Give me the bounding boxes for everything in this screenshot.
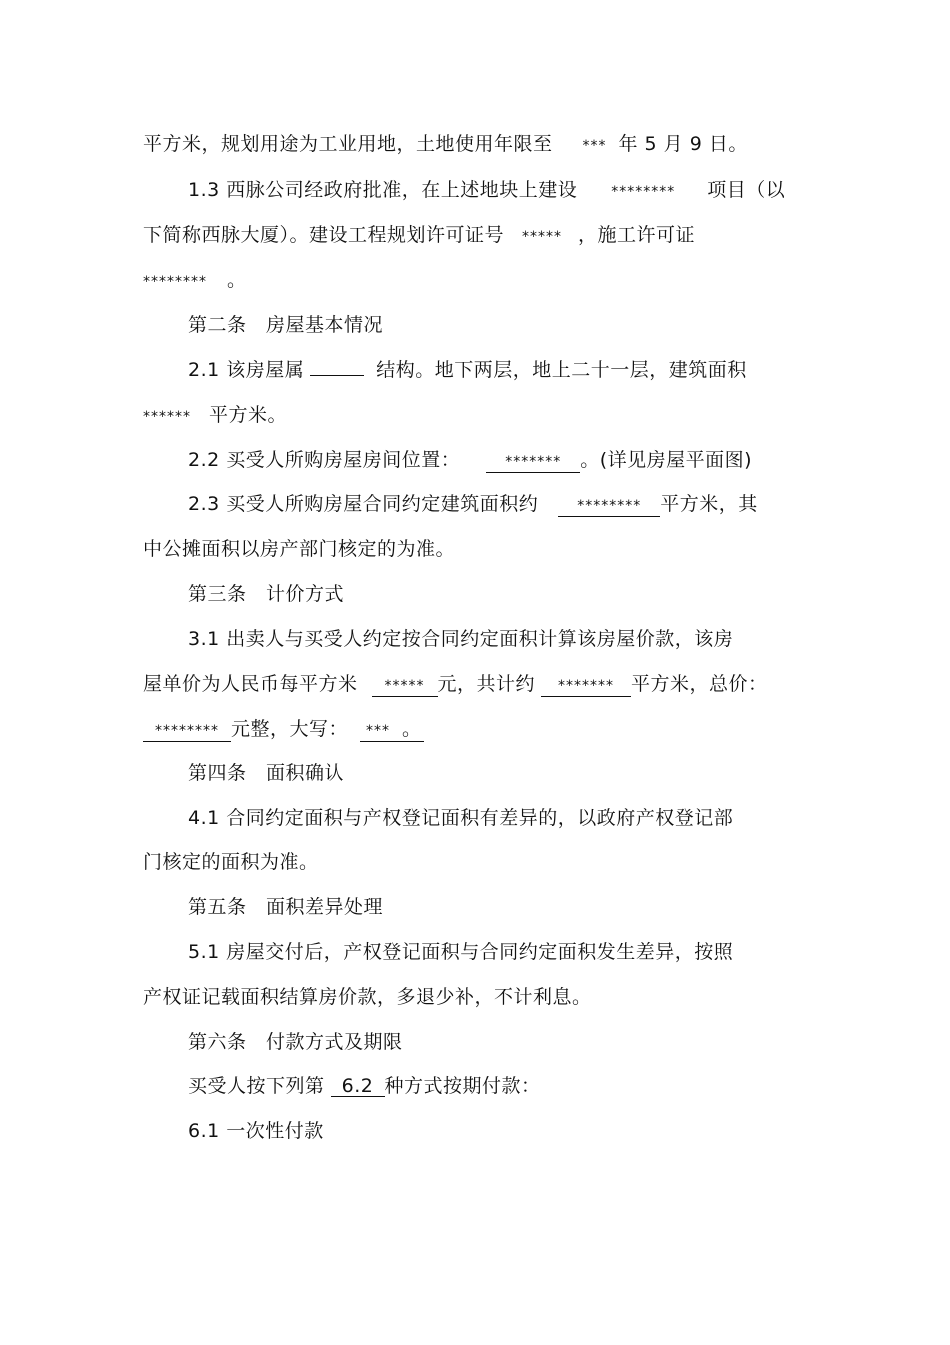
text: 。: [402, 718, 422, 740]
text-line-13: [143, 672, 768, 697]
text-line-10: [143, 537, 455, 561]
underlined-value: *******: [486, 452, 580, 473]
text-line-7: [143, 403, 287, 429]
text-line-16: [188, 806, 733, 830]
payment-option-value: 6.2: [331, 1076, 385, 1097]
text-line-12: [188, 627, 733, 651]
article-2-heading: [188, 313, 383, 337]
text: 元，共计约: [437, 673, 536, 695]
text: 2.2 买受人所购房屋房间位置：: [188, 449, 461, 471]
text: 3.1 出卖人与买受人约定按合同约定面积计算该房屋价款，该房: [188, 628, 734, 650]
text-line-9: [188, 492, 758, 517]
text: 平方米，规划用途为工业用地，土地使用年限至: [143, 133, 553, 155]
text-line-23: [188, 1119, 324, 1143]
text: 。: [227, 269, 247, 291]
text: 屋单价为人民币每平方米: [143, 673, 358, 695]
masked-value: ***: [366, 723, 391, 739]
text: 6.1 一次性付款: [188, 1120, 324, 1142]
text: 2.3 买受人所购房屋合同约定建筑面积约: [188, 493, 539, 515]
text: 下简称西脉大厦）。建设工程规划许可证号: [143, 224, 505, 246]
text: 平方米，总价：: [631, 673, 768, 695]
heading-text: 第六条 付款方式及期限: [188, 1031, 403, 1053]
text: 买受人按下列第: [188, 1075, 325, 1097]
text-line-8: [188, 448, 752, 473]
text: 元整，大写：: [231, 718, 349, 740]
total-price-value: ********: [143, 721, 231, 742]
text-line-1: [143, 132, 748, 158]
text: 平方米。: [209, 404, 288, 426]
text-line-17: [143, 850, 319, 874]
unit-price-value: *****: [372, 676, 438, 697]
text-line-14: [143, 717, 424, 742]
text: 年 5 月 9 日。: [618, 133, 748, 155]
text: ，施工许可证: [578, 224, 696, 246]
area-value: *******: [541, 676, 631, 697]
amount-in-words-field: [360, 719, 424, 742]
article-6-heading: [188, 1030, 403, 1054]
text-line-22: [188, 1074, 541, 1098]
underlined-value: ********: [558, 496, 660, 517]
heading-text: 第二条 房屋基本情况: [188, 314, 384, 336]
text: 1.3 西脉公司经政府批准，在上述地块上建设: [188, 179, 578, 201]
article-3-heading: [188, 582, 344, 606]
article-4-heading: [188, 761, 344, 785]
text-line-3: [143, 223, 695, 249]
text: 种方式按期付款：: [384, 1075, 541, 1097]
text: 5.1 房屋交付后，产权登记面积与合同约定面积发生差异，按照: [188, 941, 734, 963]
masked-value: ***: [582, 138, 607, 154]
text: 平方米，其: [660, 493, 758, 515]
masked-value: ********: [143, 274, 207, 290]
heading-text: 第四条 面积确认: [188, 762, 345, 784]
masked-value: ******: [143, 409, 191, 425]
text: 。(详见房屋平面图): [580, 449, 753, 471]
text: 产权证记载面积结算房价款，多退少补，不计利息。: [143, 986, 592, 1008]
article-5-heading: [188, 895, 383, 919]
text: 中公摊面积以房产部门核定的为准。: [143, 538, 456, 560]
heading-text: 第五条 面积差异处理: [188, 896, 384, 918]
text-line-19: [188, 940, 733, 964]
text-line-4: [143, 268, 247, 294]
text: 4.1 合同约定面积与产权登记面积有差异的，以政府产权登记部: [188, 807, 734, 829]
text-line-6: [188, 358, 747, 382]
blank-field: [310, 375, 364, 376]
heading-text: 第三条 计价方式: [188, 583, 345, 605]
masked-value: ********: [611, 184, 676, 200]
text: 2.1 该房屋属: [188, 359, 305, 381]
text: 项目（以: [707, 179, 786, 201]
masked-value: *****: [522, 229, 563, 245]
text: 门核定的面积为准。: [143, 851, 319, 873]
text-line-20: [143, 985, 592, 1009]
text-line-2: [188, 178, 785, 204]
text: 结构。地下两层，地上二十一层，建筑面积: [376, 359, 747, 381]
